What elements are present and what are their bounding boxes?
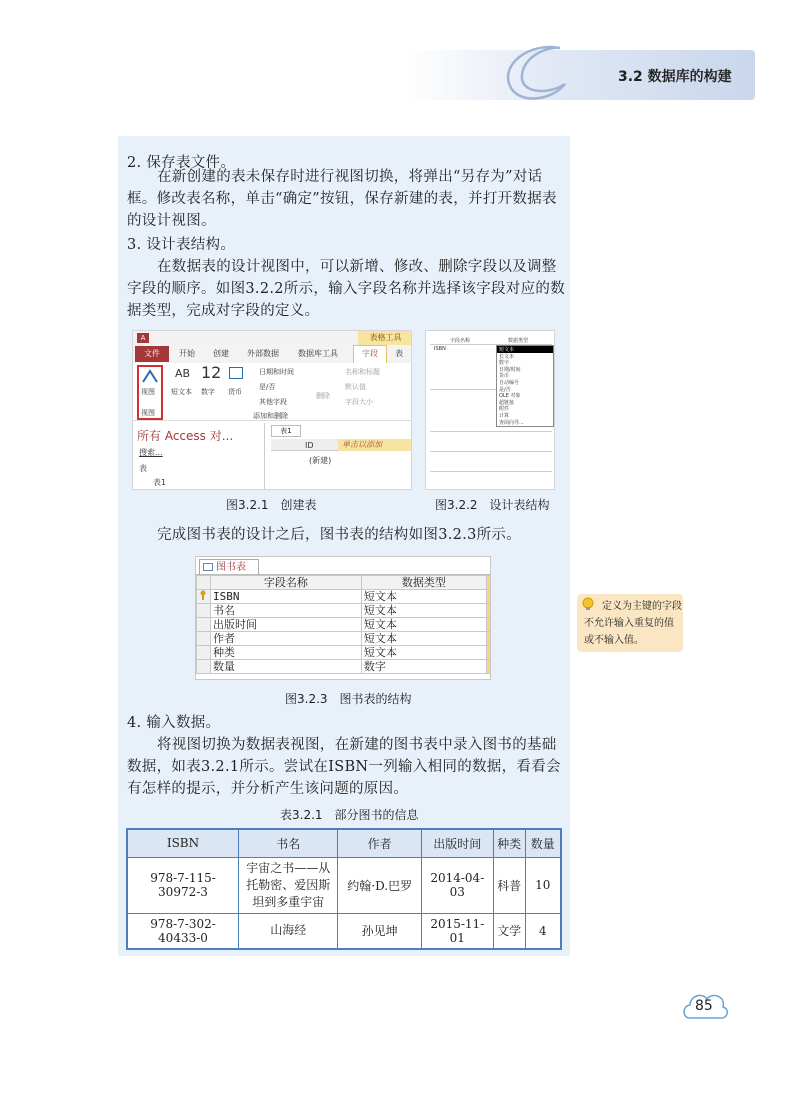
page-number: 85	[695, 998, 713, 1014]
figure-create-table	[132, 330, 412, 490]
column-header: 书名	[238, 829, 337, 857]
data-type-option[interactable]: 超链接	[499, 399, 515, 406]
heading-save: 2. 保存表文件。	[127, 155, 236, 171]
table-row	[127, 913, 561, 949]
book-table-tab-label: 图书表	[216, 562, 246, 573]
data-type-option[interactable]: 附件	[499, 406, 510, 413]
tab-external-data[interactable]: 外部数据	[247, 349, 279, 358]
data-type-option[interactable]: 查阅向导...	[499, 419, 524, 426]
view-icon	[142, 369, 158, 383]
header-data-type: 数据类型	[361, 576, 486, 590]
tab-create[interactable]: 创建	[213, 349, 229, 358]
data-type-option[interactable]: 数字	[499, 360, 510, 367]
table-row[interactable]	[197, 632, 492, 646]
table-cell: 宇宙之书——从托勒密、爱因斯坦到多重宇宙	[238, 857, 337, 913]
tab-fields[interactable]: 字段	[353, 345, 387, 363]
structure-header-row	[197, 576, 492, 590]
file-tab[interactable]: 文件	[135, 346, 169, 362]
data-type-option[interactable]: 货币	[499, 373, 510, 380]
field-name-cell[interactable]: 作者	[210, 632, 361, 646]
datetime-button[interactable]: 日期和时间	[259, 368, 294, 376]
data-type-option[interactable]: 计算	[499, 413, 510, 419]
view-label: 视图	[141, 388, 155, 396]
field-name-header: 字段名称	[450, 338, 471, 344]
data-type-cell[interactable]: 数字	[361, 660, 486, 674]
data-type-option[interactable]: 自动编号	[499, 380, 520, 386]
side-note-text: 定义为主键的字段不允许输入重复的值或不输入值。	[584, 601, 682, 646]
table-cell: 约翰·D.巴罗	[338, 857, 422, 913]
field-name-cell[interactable]: 种类	[210, 646, 361, 660]
table-cell: 10	[525, 857, 561, 913]
table-cell: 孙见坤	[338, 913, 422, 949]
short-text-button[interactable]: 短文本	[171, 388, 192, 396]
table-row[interactable]	[197, 590, 492, 604]
group-add-delete-label: 添加和删除	[253, 412, 288, 420]
heading-design: 3. 设计表结构。	[127, 237, 236, 253]
group-view-label: 视图	[141, 409, 155, 417]
paragraph-input: 将视图切换为数据表视图，在新建的图书表中录入图书的基础数据，如表3.2.1所示。尝试在ISBN一列输入相同的数据，看看会有怎样的提示，并分析产生该问题的原因。	[127, 737, 561, 797]
nav-item-table1[interactable]: 表1	[153, 478, 167, 487]
table-cell: 山海经	[238, 913, 337, 949]
heading-input: 4. 输入数据。	[127, 715, 221, 731]
field-name-cell[interactable]: ISBN	[210, 590, 361, 604]
nav-pane-title[interactable]: 所有 Access 对...	[137, 429, 234, 443]
access-app-icon: A	[137, 333, 149, 343]
swoosh-logo-icon	[490, 24, 580, 114]
books-data-table	[126, 828, 562, 950]
data-type-cell[interactable]: 短文本	[361, 632, 486, 646]
column-header: 作者	[338, 829, 422, 857]
data-type-option[interactable]: OLE 对象	[499, 393, 521, 400]
data-type-cell[interactable]: 短文本	[361, 618, 486, 632]
data-type-cell[interactable]: 短文本	[361, 604, 486, 618]
figure2-caption: 图3.2.2 设计表结构	[435, 498, 550, 512]
nav-search[interactable]: 搜索...	[139, 448, 163, 457]
currency-icon	[229, 367, 243, 379]
table-icon	[203, 563, 213, 571]
figure-book-table-structure	[195, 556, 491, 680]
data-type-option[interactable]: 长文本	[499, 353, 515, 360]
figure1-caption: 图3.2.1 创建表	[226, 498, 317, 512]
ab-label: AB	[175, 367, 191, 380]
column-header: 出版时间	[421, 829, 493, 857]
table-row[interactable]	[197, 660, 492, 674]
field-isbn[interactable]: ISBN	[434, 346, 446, 352]
data-type-option[interactable]: 是/否	[499, 386, 511, 393]
field-size-button[interactable]: 字段大小	[345, 398, 373, 406]
table-row[interactable]	[197, 646, 492, 660]
currency-button[interactable]: 货币	[228, 388, 242, 396]
column-header: 种类	[493, 829, 525, 857]
field-name-cell[interactable]: 出版时间	[210, 618, 361, 632]
table-caption: 表3.2.1 部分图书的信息	[280, 808, 419, 822]
column-header: 数量	[525, 829, 561, 857]
section-title: 3.2 数据库的构建	[618, 69, 732, 85]
data-type-option[interactable]: 短文本	[499, 347, 515, 353]
paragraph-structure: 完成图书表的设计之后，图书表的结构如图3.2.3所示。	[157, 527, 521, 543]
tab-database-tools[interactable]: 数据库工具	[298, 349, 338, 358]
tab-home[interactable]: 开始	[179, 349, 195, 358]
yesno-button[interactable]: 是/否	[259, 383, 276, 391]
header-field-name: 字段名称	[210, 576, 361, 590]
figure3-caption: 图3.2.3 图书表的结构	[285, 692, 412, 706]
table-cell: 978-7-115-30972-3	[127, 857, 238, 913]
field-name-cell[interactable]: 书名	[210, 604, 361, 618]
table-tools-label: 表格工具	[358, 331, 412, 345]
column-id[interactable]: ID	[305, 441, 314, 450]
table-row[interactable]	[197, 604, 492, 618]
column-header: ISBN	[127, 829, 238, 857]
paragraph-design: 在数据表的设计视图中，可以新增、修改、删除字段以及调整字段的顺序。如图3.2.2所示，输入字段名称并选择该字段对应的数据类型，完成对字段的定义。	[127, 259, 565, 319]
nav-section-tables: 表	[139, 464, 147, 473]
tab-table1[interactable]: 表1	[271, 425, 301, 437]
number-button[interactable]: 数字	[201, 388, 215, 396]
delete-button[interactable]: 删除	[316, 392, 330, 400]
data-type-header: 数据类型	[508, 338, 529, 344]
field-name-cell[interactable]: 数量	[210, 660, 361, 674]
click-to-add-column[interactable]: 单击以添加	[338, 439, 412, 451]
data-type-cell[interactable]: 短文本	[361, 590, 486, 604]
more-fields-button[interactable]: 其他字段	[259, 398, 287, 406]
new-row[interactable]: (新建)	[309, 456, 332, 465]
name-caption-button[interactable]: 名称和标题	[345, 368, 380, 376]
table-cell: 978-7-302-40433-0	[127, 913, 238, 949]
table-cell: 2014-04-03	[421, 857, 493, 913]
figure-design-view	[425, 330, 555, 490]
primary-key-icon	[199, 590, 207, 600]
table-cell: 4	[525, 913, 561, 949]
structure-grid	[196, 575, 491, 674]
table-cell: 2015-11-01	[421, 913, 493, 949]
tab-table[interactable]: 表	[395, 349, 403, 358]
number-glyph: 12	[201, 363, 222, 382]
data-type-option[interactable]: 日期/时间	[499, 366, 521, 373]
table-cell: 科普	[493, 857, 525, 913]
table-row	[127, 857, 561, 913]
paragraph-save: 在新创建的表未保存时进行视图切换，将弹出“另存为”对话框。修改表名称，单击“确定”按钮，保存新建的表，并打开数据表的设计视图。	[127, 169, 557, 229]
table-row[interactable]	[197, 618, 492, 632]
table-cell: 文学	[493, 913, 525, 949]
data-type-cell[interactable]: 短文本	[361, 646, 486, 660]
default-value-button[interactable]: 默认值	[345, 383, 366, 391]
